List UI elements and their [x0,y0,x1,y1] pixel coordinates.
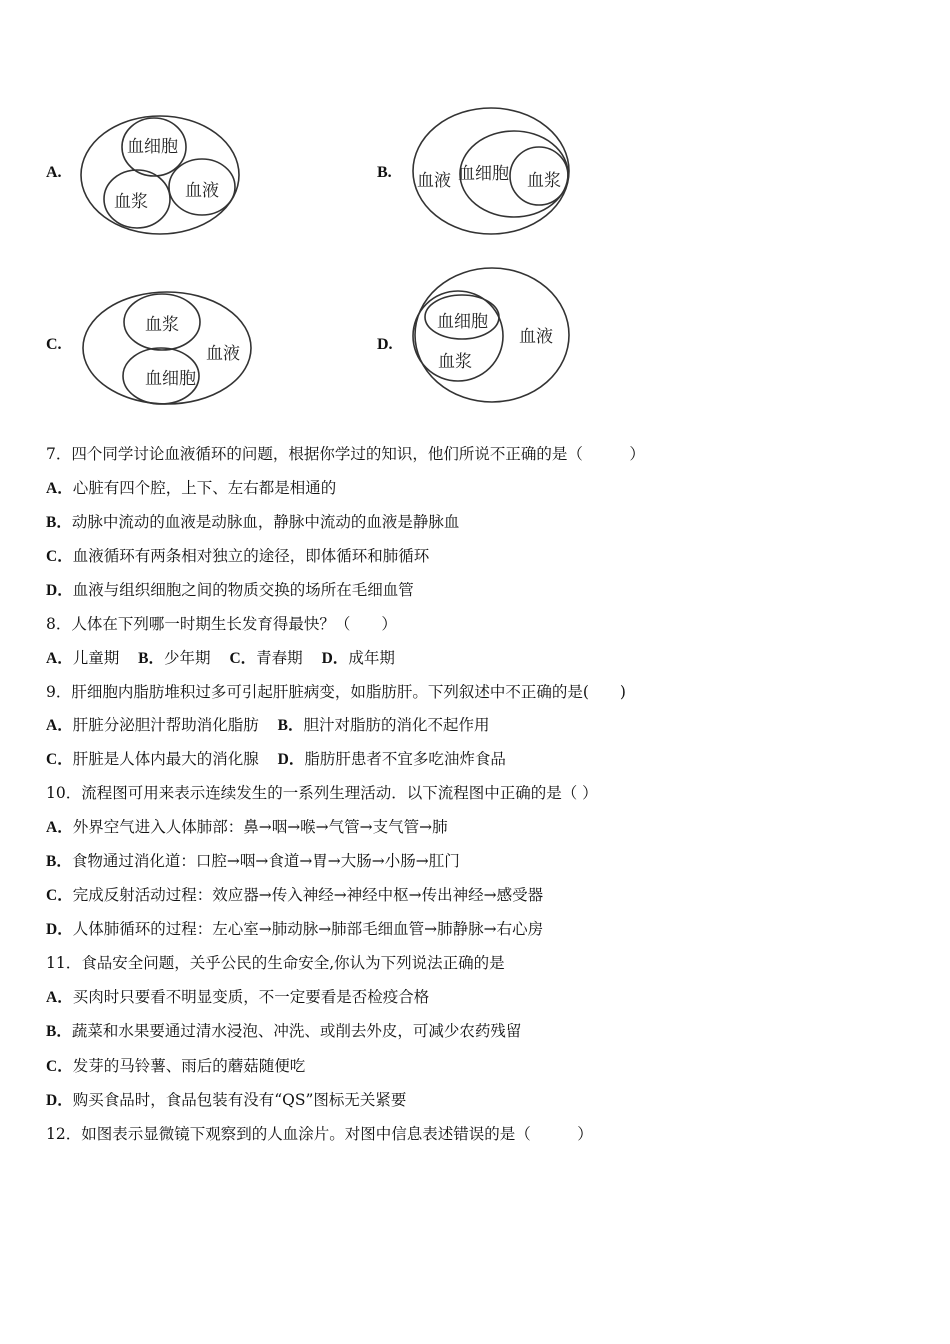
option-text: 血液循环有两条相对独立的途径，即体循环和肺循环 [72,547,430,565]
option-text: 购买食品时，食品包装有没有“QS”图标无关紧要 [72,1091,407,1109]
option-text: 肝脏是人体内最大的消化腺 [72,750,259,768]
question-7-option-a[interactable] [46,478,336,499]
question-10-stem: 10．流程图可用来表示连续发生的一系列生理活动．以下流程图中正确的是（ ） [46,784,598,802]
question-7-option-b[interactable] [46,512,459,533]
venn-text: 血浆 [145,315,179,335]
option-b-label[interactable]: B. [377,164,392,181]
question-9-option-c[interactable] [46,750,259,768]
option-letter: C． [46,751,73,768]
question-8-stem: 8．人体在下列哪一时期生长发育得最快？（ ） [46,615,397,633]
option-text: 肝脏分泌胆汁帮助消化脂肪 [72,716,259,734]
question-9-option-a[interactable] [46,716,259,734]
question-10-option-a[interactable] [46,817,448,838]
option-c-venn-diagram [80,288,256,410]
question-8-option-a[interactable] [46,649,119,667]
option-text: 人体肺循环的过程：左心室→肺动脉→肺部毛细血管→肺静脉→右心房 [72,920,544,938]
question-11-option-c[interactable] [46,1056,305,1077]
question-10-option-c[interactable] [46,885,543,906]
question-10-option-d[interactable] [46,919,543,940]
option-a-venn-diagram [78,112,244,238]
option-text: 儿童期 [72,649,120,667]
question-7-option-c[interactable] [46,546,429,567]
option-letter: B． [46,853,72,870]
option-text: 青春期 [256,649,303,667]
option-text: 胆汁对脂肪的消化不起作用 [303,716,490,734]
question-9-option-d[interactable] [278,750,506,768]
option-text: 脂肪肝患者不宜多吃油炸食品 [304,750,506,768]
option-letter: C． [46,887,73,904]
option-letter: D． [321,650,349,667]
question-12-stem: 12．如图表示显微镜下观察到的人血涂片。对图中信息表述错误的是（ ） [46,1125,593,1143]
option-letter: B． [46,1023,72,1040]
venn-text: 血浆 [438,352,472,372]
option-a-label[interactable]: A. [46,164,62,181]
option-b-venn-diagram [410,104,575,238]
option-letter: B． [46,514,72,531]
venn-text: 血细胞 [437,312,488,332]
option-letter: A． [46,480,73,497]
option-text: 少年期 [164,649,211,667]
venn-text: 血液 [519,327,553,347]
option-c-label[interactable]: C. [46,336,62,353]
question-10-option-b[interactable] [46,851,460,872]
option-letter: A． [46,819,73,836]
option-letter: A． [46,650,73,667]
question-9-options-row-2 [46,749,506,770]
option-letter: D． [277,751,305,768]
venn-text: 血液 [417,171,451,191]
option-text: 蔬菜和水果要通过清水浸泡、冲洗、或削去外皮，可减少农药残留 [71,1022,522,1040]
option-d-venn-diagram [410,264,572,410]
question-8-option-d[interactable] [322,649,395,667]
option-text: 成年期 [348,649,395,667]
question-9-stem: 9．肝细胞内脂肪堆积过多可引起肝脏病变，如脂肪肝。下列叙述中不正确的是( ) [46,683,626,701]
option-letter: B． [138,650,164,667]
option-text: 外界空气进入人体肺部：鼻→咽→喉→气管→支气管→肺 [72,818,448,836]
option-letter: A． [46,989,73,1006]
venn-text: 血液 [185,181,219,201]
venn-text: 血细胞 [127,137,178,157]
option-letter: A． [46,717,73,734]
option-text: 发芽的马铃薯、雨后的蘑菇随便吃 [72,1057,306,1075]
option-letter: D． [46,921,73,938]
option-letter: D． [46,1092,73,1109]
venn-text: 血细胞 [145,369,196,389]
option-text: 完成反射活动过程：效应器→传入神经→神经中枢→传出神经→感受器 [72,886,544,904]
question-7-stem: 7．四个同学讨论血液循环的问题，根据你学过的知识，他们所说不正确的是（ ） [46,445,645,463]
question-11-option-b[interactable] [46,1021,521,1042]
question-11-stem: 11．食品安全问题，关乎公民的生命安全,你认为下列说法正确的是 [46,954,505,972]
option-text: 买肉时只要看不明显变质，不一定要看是否检疫合格 [72,988,430,1006]
option-letter: C． [46,548,73,565]
question-8-option-c[interactable] [229,649,302,667]
option-letter: B． [277,717,304,734]
option-text: 血液与组织细胞之间的物质交换的场所在毛细血管 [72,581,414,599]
question-11-option-d[interactable] [46,1090,406,1111]
option-d-label[interactable]: D. [377,336,393,353]
option-text: 心脏有四个腔，上下、左右都是相通的 [72,479,337,497]
option-text: 食物通过消化道：口腔→咽→食道→胃→大肠→小肠→肛门 [71,852,460,870]
question-8-option-b[interactable] [138,649,210,667]
venn-text: 血浆 [527,171,561,191]
question-7-option-d[interactable] [46,580,414,601]
option-letter: D． [46,582,73,599]
option-text: 动脉中流动的血液是动脉血，静脉中流动的血液是静脉血 [71,513,460,531]
option-letter: C． [229,650,257,667]
venn-text: 血浆 [114,192,148,212]
question-8-options [46,648,395,669]
venn-text: 血细胞 [458,164,509,184]
venn-text: 血液 [206,344,240,364]
question-11-option-a[interactable] [46,987,429,1008]
question-9-options-row-1 [46,715,490,736]
option-letter: C． [46,1058,73,1075]
question-9-option-b[interactable] [278,716,490,734]
